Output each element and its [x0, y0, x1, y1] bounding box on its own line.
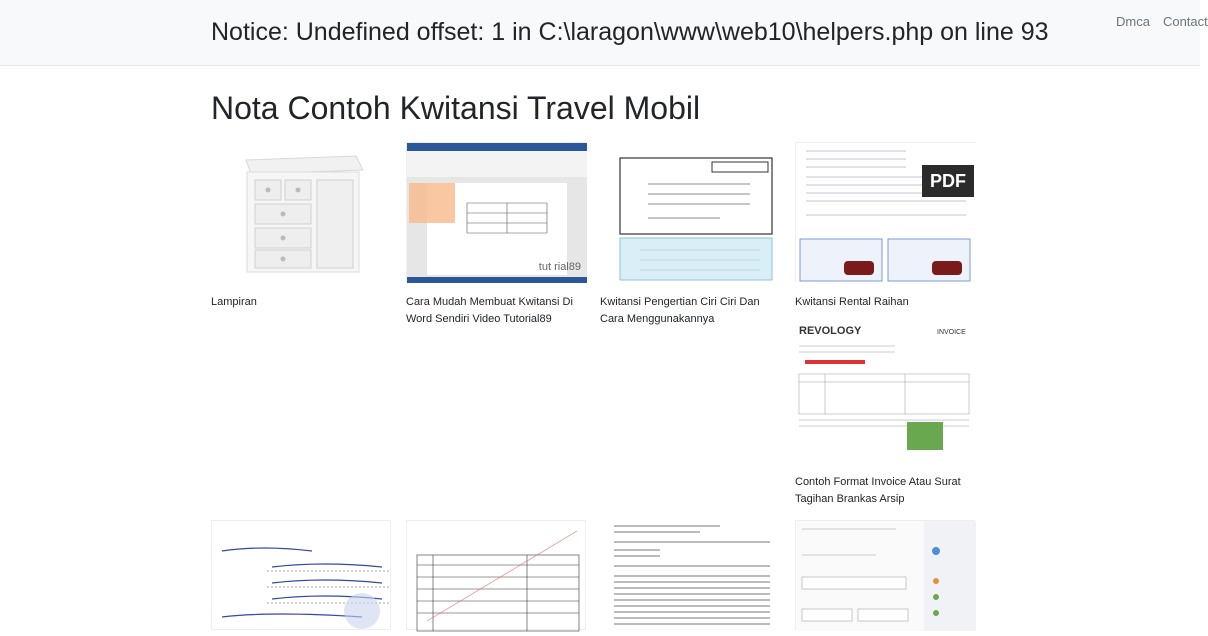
php-notice-text: Notice: Undefined offset: 1 in C:\laragon\www\web10\helpers.php on line 93 [211, 18, 1049, 46]
gallery-card[interactable] [406, 142, 586, 328]
card-caption[interactable]: Cara Mudah Membuat Kwitansi Di Word Sendiri Video Tutorial89 [406, 296, 573, 325]
card-thumbnail[interactable] [211, 142, 391, 282]
gallery-card[interactable] [406, 520, 586, 630]
gallery-card[interactable] [211, 520, 391, 630]
gallery-card[interactable] [600, 520, 780, 630]
gallery-card[interactable] [795, 322, 975, 508]
card-caption[interactable]: Kwitansi Rental Raihan [795, 296, 909, 308]
nav-link-dmca[interactable]: Dmca [1116, 14, 1150, 29]
card-thumbnail[interactable] [211, 520, 391, 630]
receipt-form-image [600, 142, 780, 282]
app-screenshot-image [796, 521, 976, 631]
invoice-image [795, 322, 975, 462]
text-document-image [600, 520, 780, 630]
card-thumbnail[interactable] [406, 520, 586, 630]
card-thumbnail[interactable] [795, 322, 975, 462]
rental-document-image [796, 143, 976, 283]
gallery-card[interactable] [795, 520, 975, 630]
card-thumbnail[interactable] [795, 142, 975, 282]
invoice-label-text: INVOICE [937, 329, 966, 336]
card-thumbnail[interactable] [795, 520, 975, 630]
thumbnail-watermark: tut rial89 [538, 261, 581, 273]
card-caption[interactable]: Contoh Format Invoice Atau Surat Tagihan Brankas Arsip [795, 476, 961, 505]
card-thumbnail[interactable] [600, 520, 780, 630]
card-thumbnail[interactable] [600, 142, 780, 282]
card-thumbnail[interactable] [406, 142, 586, 282]
pdf-badge: PDF [922, 165, 974, 197]
top-navbar [0, 0, 1208, 66]
top-nav-links [1116, 14, 1208, 29]
nav-link-contact[interactable]: Contact [1162, 14, 1208, 29]
card-caption[interactable]: Lampiran [211, 296, 257, 308]
gallery-card[interactable] [795, 142, 975, 311]
gallery-card[interactable] [600, 142, 780, 328]
invoice-logo-text: REVOLOGY [799, 325, 862, 337]
page-title: Nota Contoh Kwitansi Travel Mobil [211, 90, 701, 126]
cabinet-image [211, 142, 391, 282]
card-caption[interactable]: Kwitansi Pengertian Ciri Ciri Dan Cara Menggunakannya [600, 296, 760, 325]
gallery-card[interactable] [211, 142, 391, 311]
ledger-form-image [407, 521, 587, 631]
handwritten-receipt-image [212, 521, 392, 631]
